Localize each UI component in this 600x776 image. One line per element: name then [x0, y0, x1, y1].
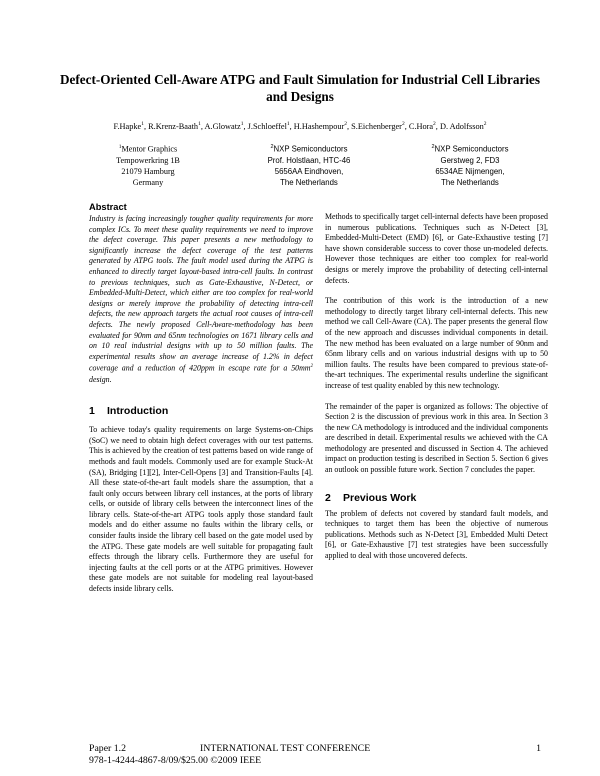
section-2-heading: 2 Previous Work — [325, 491, 417, 504]
right-column — [325, 212, 548, 562]
conference-name: INTERNATIONAL TEST CONFERENCE — [200, 743, 371, 754]
author: D. Adolfsson$^2$ — [439, 121, 487, 131]
author: S.Eichenberger$^2$, — [351, 121, 409, 131]
left-column — [89, 202, 313, 595]
abstract-text: Industry is facing increasingly tougher quality requirements for more complex ICs. To meet these quality requirements we need to improve the defect coverage. This paper presents a new methodology to significantly increase the defect coverage of the test patterns generated by ATPG tools. The fault model used during the ATPG is enhanced to directly target layout-based intra-cell faults. In contrast to previous techniques, such as Gate-Exhaustive, N-Detect, or Embedded-Multi-Detect, which either are too complex for real-world designs or merely improve the probability of detecting intra-cell defects, the new approach targets the actual root causes of intra-cell defects. The newly proposed Cell-Aware-methodology has been evaluated for 90nm and 65nm technologies on 1671 library cells and on 10 real industrial designs with up to 50 million faults. The experimental results show an average increase of 1.2% in defect coverage and a reduction of 420ppm in escape rate for a $50mm^2$ design. — [89, 214, 313, 384]
author: H.Hashempour$^2$, — [293, 121, 352, 131]
author: A.Glowatz$^1$, — [204, 121, 248, 131]
affiliation-nxp-nijmegen: $^2$NXP Semiconductors Gerstweg 2, FD3 6534AE Nijmengen, The Netherlands — [431, 144, 509, 187]
author: F.Hapke$^1$, — [113, 121, 149, 131]
intro-paragraph: To achieve today's quality requirements on large Systems-on-Chips (SoC) we need to obtain high defect coverages with our test patterns. This is achieved by the creation of test patterns based on wide range of methods and fault models. Commonly used are for example Stuck-At (SA), Bridging [1][2], Inter-Cell-Opens [3] and Transition-Faults [4]. All these state-of-the-art fault models share the assumption, that a fault only occurs between library cell instances, at the ports of library cells, or outside of library cells between the interconnect lines of the library cells. State-of-the-art ATPG tools apply those standard fault models and do either assume no faults within the library cells, or consider faults inside the library cell based on the gate model used by the ATPG. These gate models are well suitable for propagating fault effects through the library cells. Furthermore they are useful for injecting faults at the cell ports or at the ATPG primitives. However these gate models are not suitable for modeling real layout-based defects inside library cells. — [89, 425, 313, 594]
author: J.Schloeffel$^1$, — [247, 121, 294, 131]
affiliation-nxp-eindhoven: $^2$NXP Semiconductors Prof. Holstlaan, HTC-46 5656AA Eindhoven, The Netherlands — [267, 144, 351, 187]
body-paragraph: The remainder of the paper is organized as follows: The objective of Section 2 is the discussion of previous work in this area. In Section 3 the new CA methodology is introduced and the individual components are described in detail. Experimental results we achieved with the CA methodology are presented and discussed in Section 4. The achieved impact on production testing is described in Section 5. Section 6 gives an outlook on possible future work. Section 7 concludes the paper. — [325, 401, 548, 475]
body-paragraph: The contribution of this work is the introduction of a new methodology to directly target library cell-internal defects. This new method we call Cell-Aware (CA). The paper presents the general flow of the new approach and discusses individual components in detail. The new method has been evaluated on a large number of 90nm and 65nm library cells and on various industrial designs with up to 50 million faults. The results have been compared to previous state-of-the-art techniques. The experimental results underline the significant increase of test quality enabled by this new technology. — [325, 296, 548, 390]
abstract-heading: Abstract — [89, 202, 127, 212]
author: R.Krenz-Baath$^1$, — [148, 121, 205, 131]
body-paragraph: Methods to specifically target cell-internal defects have been proposed in numerous publications. Techniques such as N-Detect [3], Embedded-Multi-Detect (EMD) [6], or Gate-Exhaustive testing [7] have shown considerable success to cover those un-modeled defects. However those techniques are either too complex for real-world designs or merely improve the probability of detecting cell-internal defects. — [325, 212, 548, 285]
paper-number: Paper 1.2 — [89, 743, 127, 754]
paper-title: Defect-Oriented Cell-Aware ATPG and Fault Simulation for Industrial Cell Libraries and Designs — [60, 72, 540, 104]
author-list — [40, 121, 560, 131]
page-number: 1 — [536, 743, 541, 754]
previous-work-paragraph: The problem of defects not covered by standard fault models, and techniques to target them has been the objective of numerous publications. Methods such as N-Detect [3], Embedded Multi Detect [6], or Gate-Exhaustive [7] test strategies have been successfully applied to deal with those uncovered defects. — [325, 508, 548, 561]
page-footer — [89, 743, 549, 767]
section-1-heading: 1 Introduction — [89, 405, 169, 418]
isbn-copyright: 978-1-4244-4867-8/09/$25.00 ©2009 IEEE — [89, 755, 262, 766]
affiliation-mentor: $^1$Mentor Graphics Tempowerkring 1B 21079 Hamburg Germany — [116, 144, 180, 187]
author: C.Hora$^2$, — [408, 121, 440, 131]
